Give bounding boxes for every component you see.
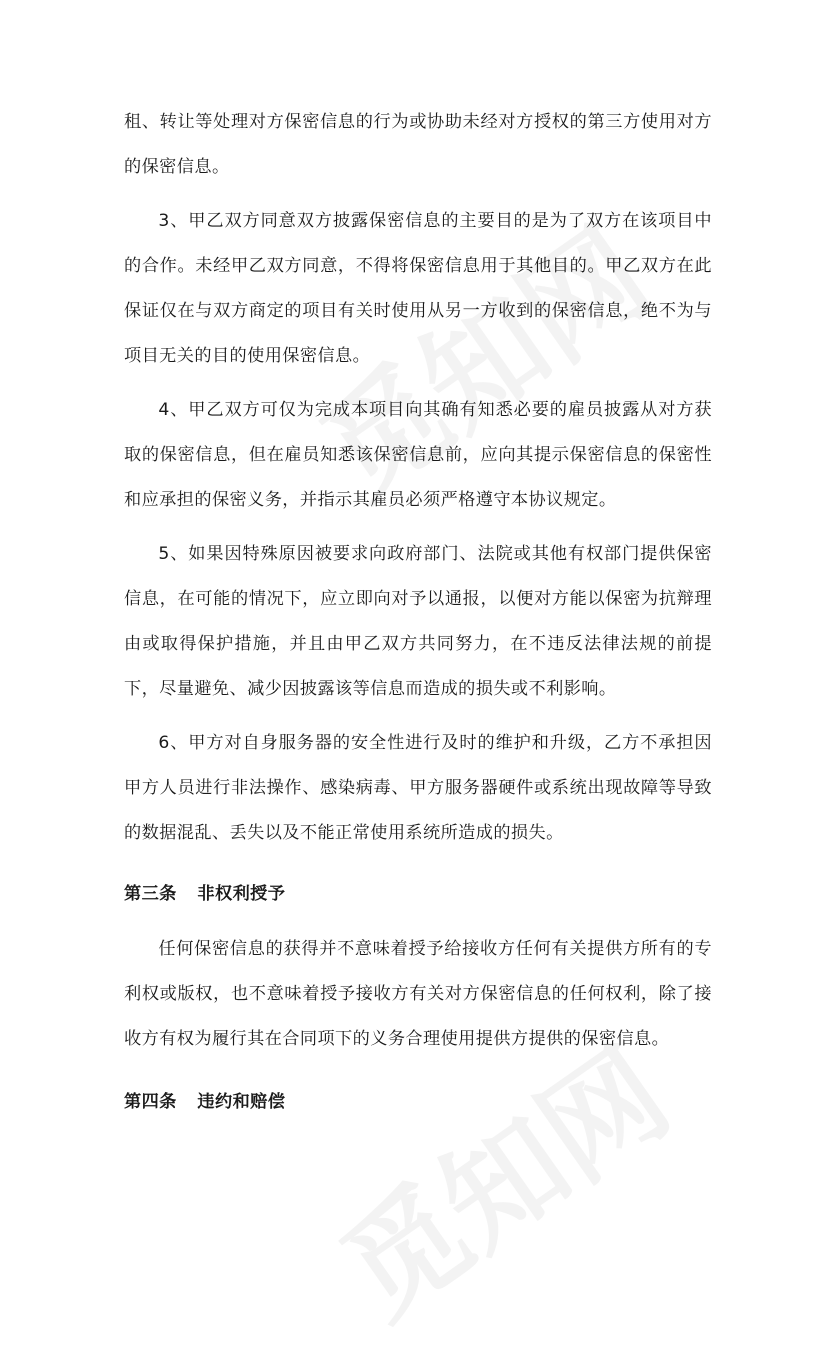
paragraph-clause-3: 3、甲乙双方同意双方披露保密信息的主要目的是为了双方在该项目中的合作。未经甲乙双方同意，不得将保密信息用于其他目的。甲乙双方在此保证仅在与双方商定的项目有关时使用从另一方收到的保密信息，绝不为与项目无关的目的使用保密信息。	[124, 211, 712, 366]
paragraph-clause-6: 6、甲方对自身服务器的安全性进行及时的维护和升级，乙方不承担因甲方人员进行非法操作、感染病毒、甲方服务器硬件或系统出现故障等导致的数据混乱、丢失以及不能正常使用系统所造成的损失。	[124, 733, 712, 843]
paragraph-clause-4: 4、甲乙双方可仅为完成本项目向其确有知悉必要的雇员披露从对方获取的保密信息，但在雇员知悉该保密信息前，应向其提示保密信息的保密性和应承担的保密义务，并指示其雇员必须严格遵守本协议规定。	[124, 400, 712, 510]
paragraph-continued: 租、转让等处理对方保密信息的行为或协助未经对方授权的第三方使用对方的保密信息。	[124, 112, 712, 177]
article-3-number: 第三条	[124, 884, 177, 904]
article-3-title: 非权利授予	[197, 884, 286, 904]
paragraph-clause-5: 5、如果因特殊原因被要求向政府部门、法院或其他有权部门提供保密信息，在可能的情况下，应立即向对予以通报，以便对方能以保密为抗辩理由或取得保护措施，并且由甲乙双方共同努力，在不违反法律法规的前提下，尽量避免、减少因披露该等信息而造成的损失或不利影响。	[124, 544, 712, 699]
article-4-heading	[124, 1080, 712, 1125]
document-body	[124, 100, 712, 1125]
article-4-title: 违约和赔偿	[197, 1092, 286, 1112]
article-3-body: 任何保密信息的获得并不意味着授予给接收方任何有关提供方所有的专利权或版权，也不意味着授予接收方有关对方保密信息的任何权利，除了接收方有权为履行其在合同项下的义务合理使用提供方提供的保密信息。	[124, 939, 712, 1049]
article-4-number: 第四条	[124, 1092, 177, 1112]
article-3-heading	[124, 872, 712, 917]
